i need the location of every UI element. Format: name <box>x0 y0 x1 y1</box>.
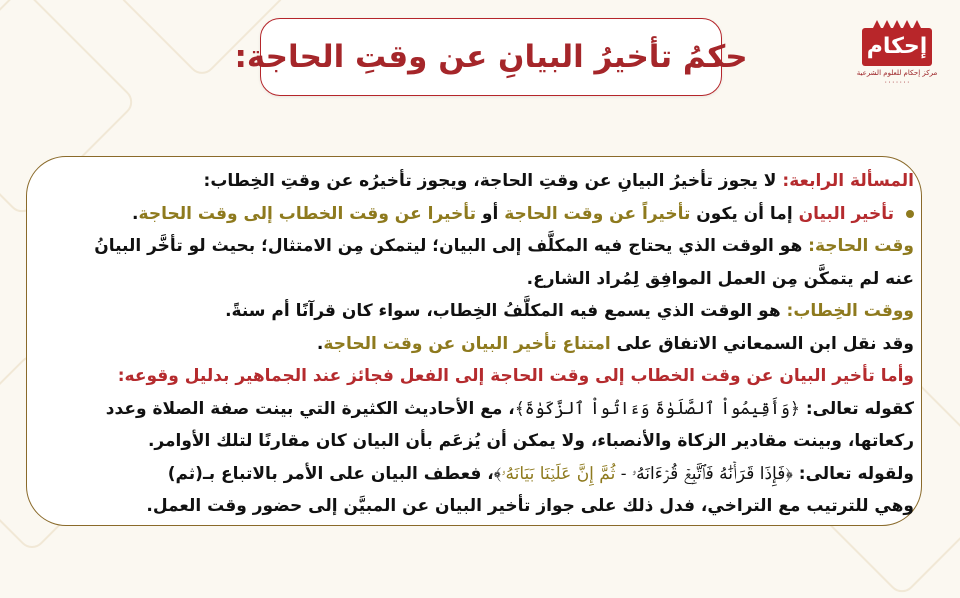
logo <box>854 28 940 98</box>
verse-recite-text-b: ، فعطف البيان على الأمر بالاتباع بـ(ثم) <box>167 463 494 484</box>
verse-recite-b: ثُمَّ إِنَّ عَلَيۡنَا بَيَانَهُۥ <box>501 463 616 484</box>
page-title: حكمُ تأخيرُ البيانِ عن وقتِ الحاجة: <box>234 39 748 75</box>
line-need-time-cont: عنه لم يتمكَّن مِن العمل الموافِق لِمُراد الشارع. <box>526 268 914 289</box>
logo-mark <box>862 28 932 66</box>
logo-subtitle: مركز إحكام للعلوم الشرعية <box>856 69 938 77</box>
delay-text-a: إما أن يكون <box>690 203 799 224</box>
consensus-text-a: وقد نقل ابن السمعاني الاتفاق على <box>610 333 914 354</box>
verse-recite-c: ﴾ <box>493 463 502 484</box>
delay-em-a: تأخيراً عن وقت الحاجة <box>504 203 691 224</box>
line-issue-four <box>44 165 914 198</box>
consensus-em: امتناع تأخير البيان عن وقت الحاجة <box>323 333 611 354</box>
verse-recite-a: ﴿فَإِذَا قَرَأۡنَٰهُ فَٱتَّبِعۡ قُرۡءَانَهُۥ - <box>615 463 793 484</box>
line-conclusion: وهي للترتيب مع التراخي، فدل ذلك على جواز تأخير البيان عن المبيَّن إلى حضور وقت العمل. <box>146 496 914 516</box>
verse-prayer-text-a: كقوله تعالى: <box>799 398 914 419</box>
issue-text: لا يجوز تأخيرُ البيانِ عن وقتِ الحاجة، ويجوز تأخيرُه عن وقتِ الخِطاب: <box>203 171 783 191</box>
line-address-time <box>44 295 914 328</box>
line-verse-recite <box>44 458 914 491</box>
content-body <box>44 165 914 523</box>
line-consensus <box>44 328 914 361</box>
need-time-label: وقت الحاجة: <box>808 236 914 256</box>
delay-label: تأخير البيان <box>798 203 894 224</box>
line-delay-types <box>44 198 914 231</box>
title-box <box>234 18 748 96</box>
verse-prayer: ﴿وَأَقِيمُواْ ٱلصَّلَوٰةَ وَءَاتُواْ ٱلزَّكَوٰةَ﴾ <box>514 398 800 419</box>
need-time-text: هو الوقت الذي يحتاج فيه المكلَّف إلى البيان؛ ليتمكن مِن الامتثال؛ بحيث لو تأخَّر البيانُ <box>94 236 809 256</box>
delay-text-c: . <box>132 203 139 224</box>
line-verse-prayer <box>44 393 914 426</box>
delay-text-b: أو <box>476 203 505 224</box>
logo-name: إحكام <box>866 34 928 59</box>
issue-label: المسألة الرابعة: <box>782 171 914 191</box>
line-need-time <box>44 230 914 263</box>
verse-recite-text-a: ولقوله تعالى: <box>792 463 914 484</box>
address-time-label: ووقت الخِطاب: <box>786 301 914 321</box>
verse-prayer-text-b: ، مع الأحاديث الكثيرة التي بينت صفة الصلاة وعدد <box>105 398 515 419</box>
delay-em-b: تأخيرا عن وقت الخطاب إلى وقت الحاجة <box>138 203 476 224</box>
consensus-text-b: . <box>316 333 324 354</box>
address-time-text: هو الوقت الذي يسمع فيه المكلَّفُ الخِطاب، سواء كان قرآنًا أم سنةً. <box>225 301 787 321</box>
line-verse-prayer-cont: ركعاتها، وبينت مقادير الزكاة والأنصباء، ولا يمكن أن يُزعَم بأن البيان كان مقارنًا لتلك الأوامر. <box>147 431 914 451</box>
logo-number: ٠٠٠٠٠٠٠ <box>883 78 911 86</box>
bullet-icon <box>906 210 914 218</box>
line-majority: وأما تأخير البيان عن وقت الخطاب إلى وقت الحاجة إلى الفعل فجائز عند الجماهير بدليل وقوعه: <box>117 366 914 386</box>
